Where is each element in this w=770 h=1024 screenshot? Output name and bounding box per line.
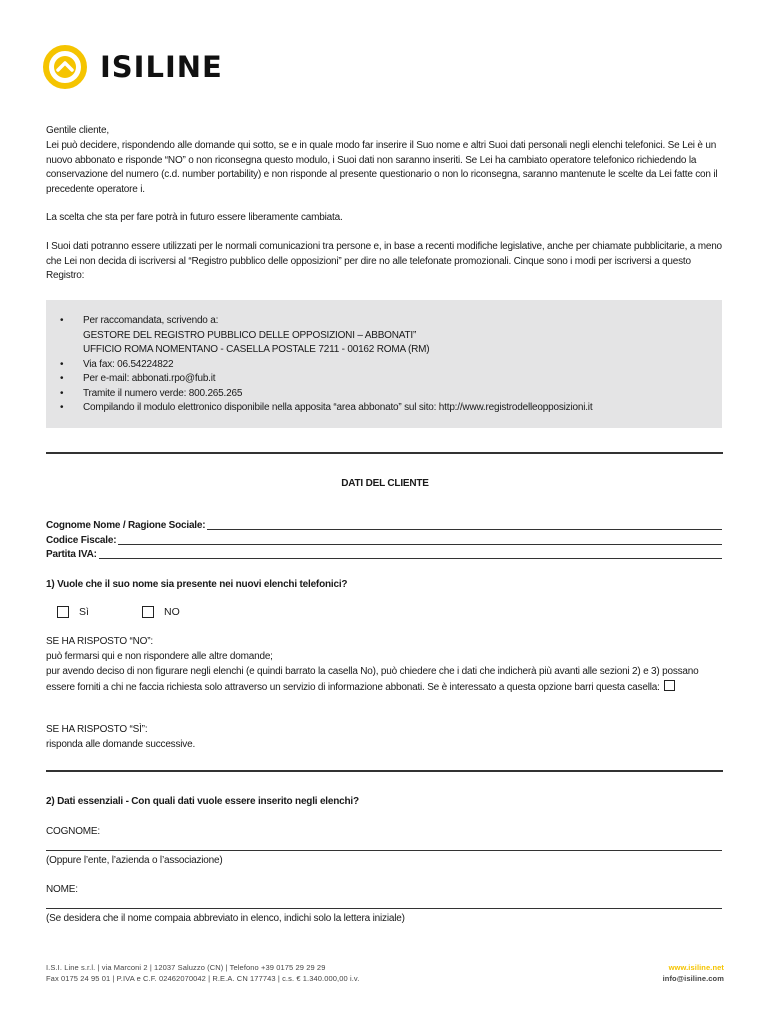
option-modulo-elettronico: • Compilando il modulo elettronico disponibile nella apposita “area abbonato” sul sito: http://www.registrodelleopposizioni.it: [60, 401, 592, 416]
first-name-input-line[interactable]: [46, 908, 722, 909]
surname-label: COGNOME:: [46, 826, 100, 837]
footer-contacts: [663, 963, 724, 984]
footer-line-2: Fax 0175 24 95 01 | P.IVA e C.F. 02462070042 | R.E.A. CN 177743 | c.s. € 1.340.000,00 i.v.: [46, 973, 360, 983]
if-no-title: SE HA RISPOSTO “NO”:: [46, 636, 153, 647]
if-no-line-1: può fermarsi qui e non rispondere alle altre domande;: [46, 651, 273, 662]
intro-paragraph-3: I Suoi dati potranno essere utilizzati per le normali comunicazioni tra persone e, in base a recenti modifiche legislative, anche per chiamate pubblicitarie, a meno che Lei non decida di iscriversi al “Registro pubblico delle opposizioni” per dire no alle telefonate promozionali. Cinque sono i modi per iscriversi a questo Registro:: [46, 241, 722, 281]
section-divider-2: [46, 770, 723, 772]
brand-logo: [42, 44, 223, 90]
brand-name: ISILINE: [100, 50, 223, 84]
vat-field-line[interactable]: [99, 548, 722, 559]
name-field[interactable]: [46, 519, 722, 533]
option-email: • Per e-mail: abbonati.rpo@fub.it: [60, 372, 592, 387]
name-field-line[interactable]: [207, 519, 722, 530]
first-name-note: (Se desidera che il nome compaia abbreviato in elenco, indichi solo la lettera iniziale): [46, 913, 405, 924]
footer-email-link[interactable]: info@isiline.com: [662, 973, 724, 983]
section-divider: [46, 452, 723, 454]
question-2: 2) Dati essenziali - Con quali dati vuole essere inserito negli elenchi?: [46, 796, 359, 807]
first-name-label: NOME:: [46, 884, 78, 895]
vat-field-label: Partita IVA:: [46, 549, 97, 560]
surname-input-line[interactable]: [46, 850, 722, 851]
tax-code-field-line[interactable]: [118, 534, 722, 545]
if-no-line-2: [46, 665, 726, 695]
surname-note: (Oppure l’ente, l’azienda o l’associazione): [46, 855, 223, 866]
registry-options-list: [60, 314, 592, 416]
name-field-label: Cognome Nome / Ragione Sociale:: [46, 520, 206, 531]
section-title: DATI DEL CLIENTE: [341, 478, 429, 489]
if-yes-line: risponda alle domande successive.: [46, 739, 196, 750]
greeting: Gentile cliente,: [46, 125, 109, 136]
if-no-line-2-text: pur avendo deciso di non figurare negli elenchi (e quindi barrato la casella No), può chiedere che i dati che indicherà più avanti alle sezioni 2) e 3) possano essere forniti a chi ne faccia richiesta solo attraverso un servizio di informazione abbonati. Se è interessato a questa opzione barri questa casella:: [46, 666, 699, 693]
option-raccomandata: • Per raccomandata, scrivendo a: GESTORE DEL REGISTRO PUBBLICO DELLE OPPOSIZIONI – ABBONATI” UFFICIO ROMA NOMENTANO - CASELLA POSTALE 7211 - 00162 ROMA (RM): [60, 314, 592, 358]
option-fax: • Via fax: 06.54224822: [60, 358, 592, 373]
option-numero-verde: • Tramite il numero verde: 800.265.265: [60, 387, 592, 402]
no-option[interactable]: [142, 606, 180, 618]
directory-service-checkbox[interactable]: [664, 680, 675, 691]
intro-paragraph-1: Lei può decidere, rispondendo alle domande qui sotto, se e in quale modo far inserire il Suo nome e altri Suoi dati personali negli elenchi telefonici. Se Lei è un nuovo abbonato e risponde “NO” o non riconsegna questo modulo, i Suoi dati non saranno inseriti. Se Lei ha cambiato operatore telefonico richiedendo la conservazione del numero (c.d. number portability) e non risponde al presente questionario o non lo riconsegna, saranno mantenute le scelte da Lei fatte con il precedente operatore i.: [46, 140, 718, 195]
footer-company-info: [46, 963, 359, 984]
yes-checkbox[interactable]: [57, 606, 69, 618]
yes-label: Sì: [79, 606, 89, 618]
intro-paragraph-2: La scelta che sta per fare potrà in futuro essere liberamente cambiata.: [46, 212, 343, 223]
registry-options-box: [46, 300, 722, 428]
question-1: 1) Vuole che il suo nome sia presente nei nuovi elenchi telefonici?: [46, 579, 348, 590]
tax-code-field[interactable]: [46, 534, 722, 548]
no-label: NO: [164, 606, 180, 618]
isiline-logo-icon: [42, 44, 88, 90]
no-checkbox[interactable]: [142, 606, 154, 618]
footer-line-1: I.S.I. Line s.r.l. | via Marconi 2 | 12037 Saluzzo (CN) | Telefono +39 0175 29 29 29: [46, 963, 326, 972]
yes-option[interactable]: [57, 606, 89, 618]
tax-code-field-label: Codice Fiscale:: [46, 535, 117, 546]
vat-field[interactable]: [46, 548, 722, 562]
footer-website-link[interactable]: www.isiline.net: [668, 963, 724, 972]
if-yes-title: SE HA RISPOSTO “SÌ”:: [46, 724, 148, 735]
